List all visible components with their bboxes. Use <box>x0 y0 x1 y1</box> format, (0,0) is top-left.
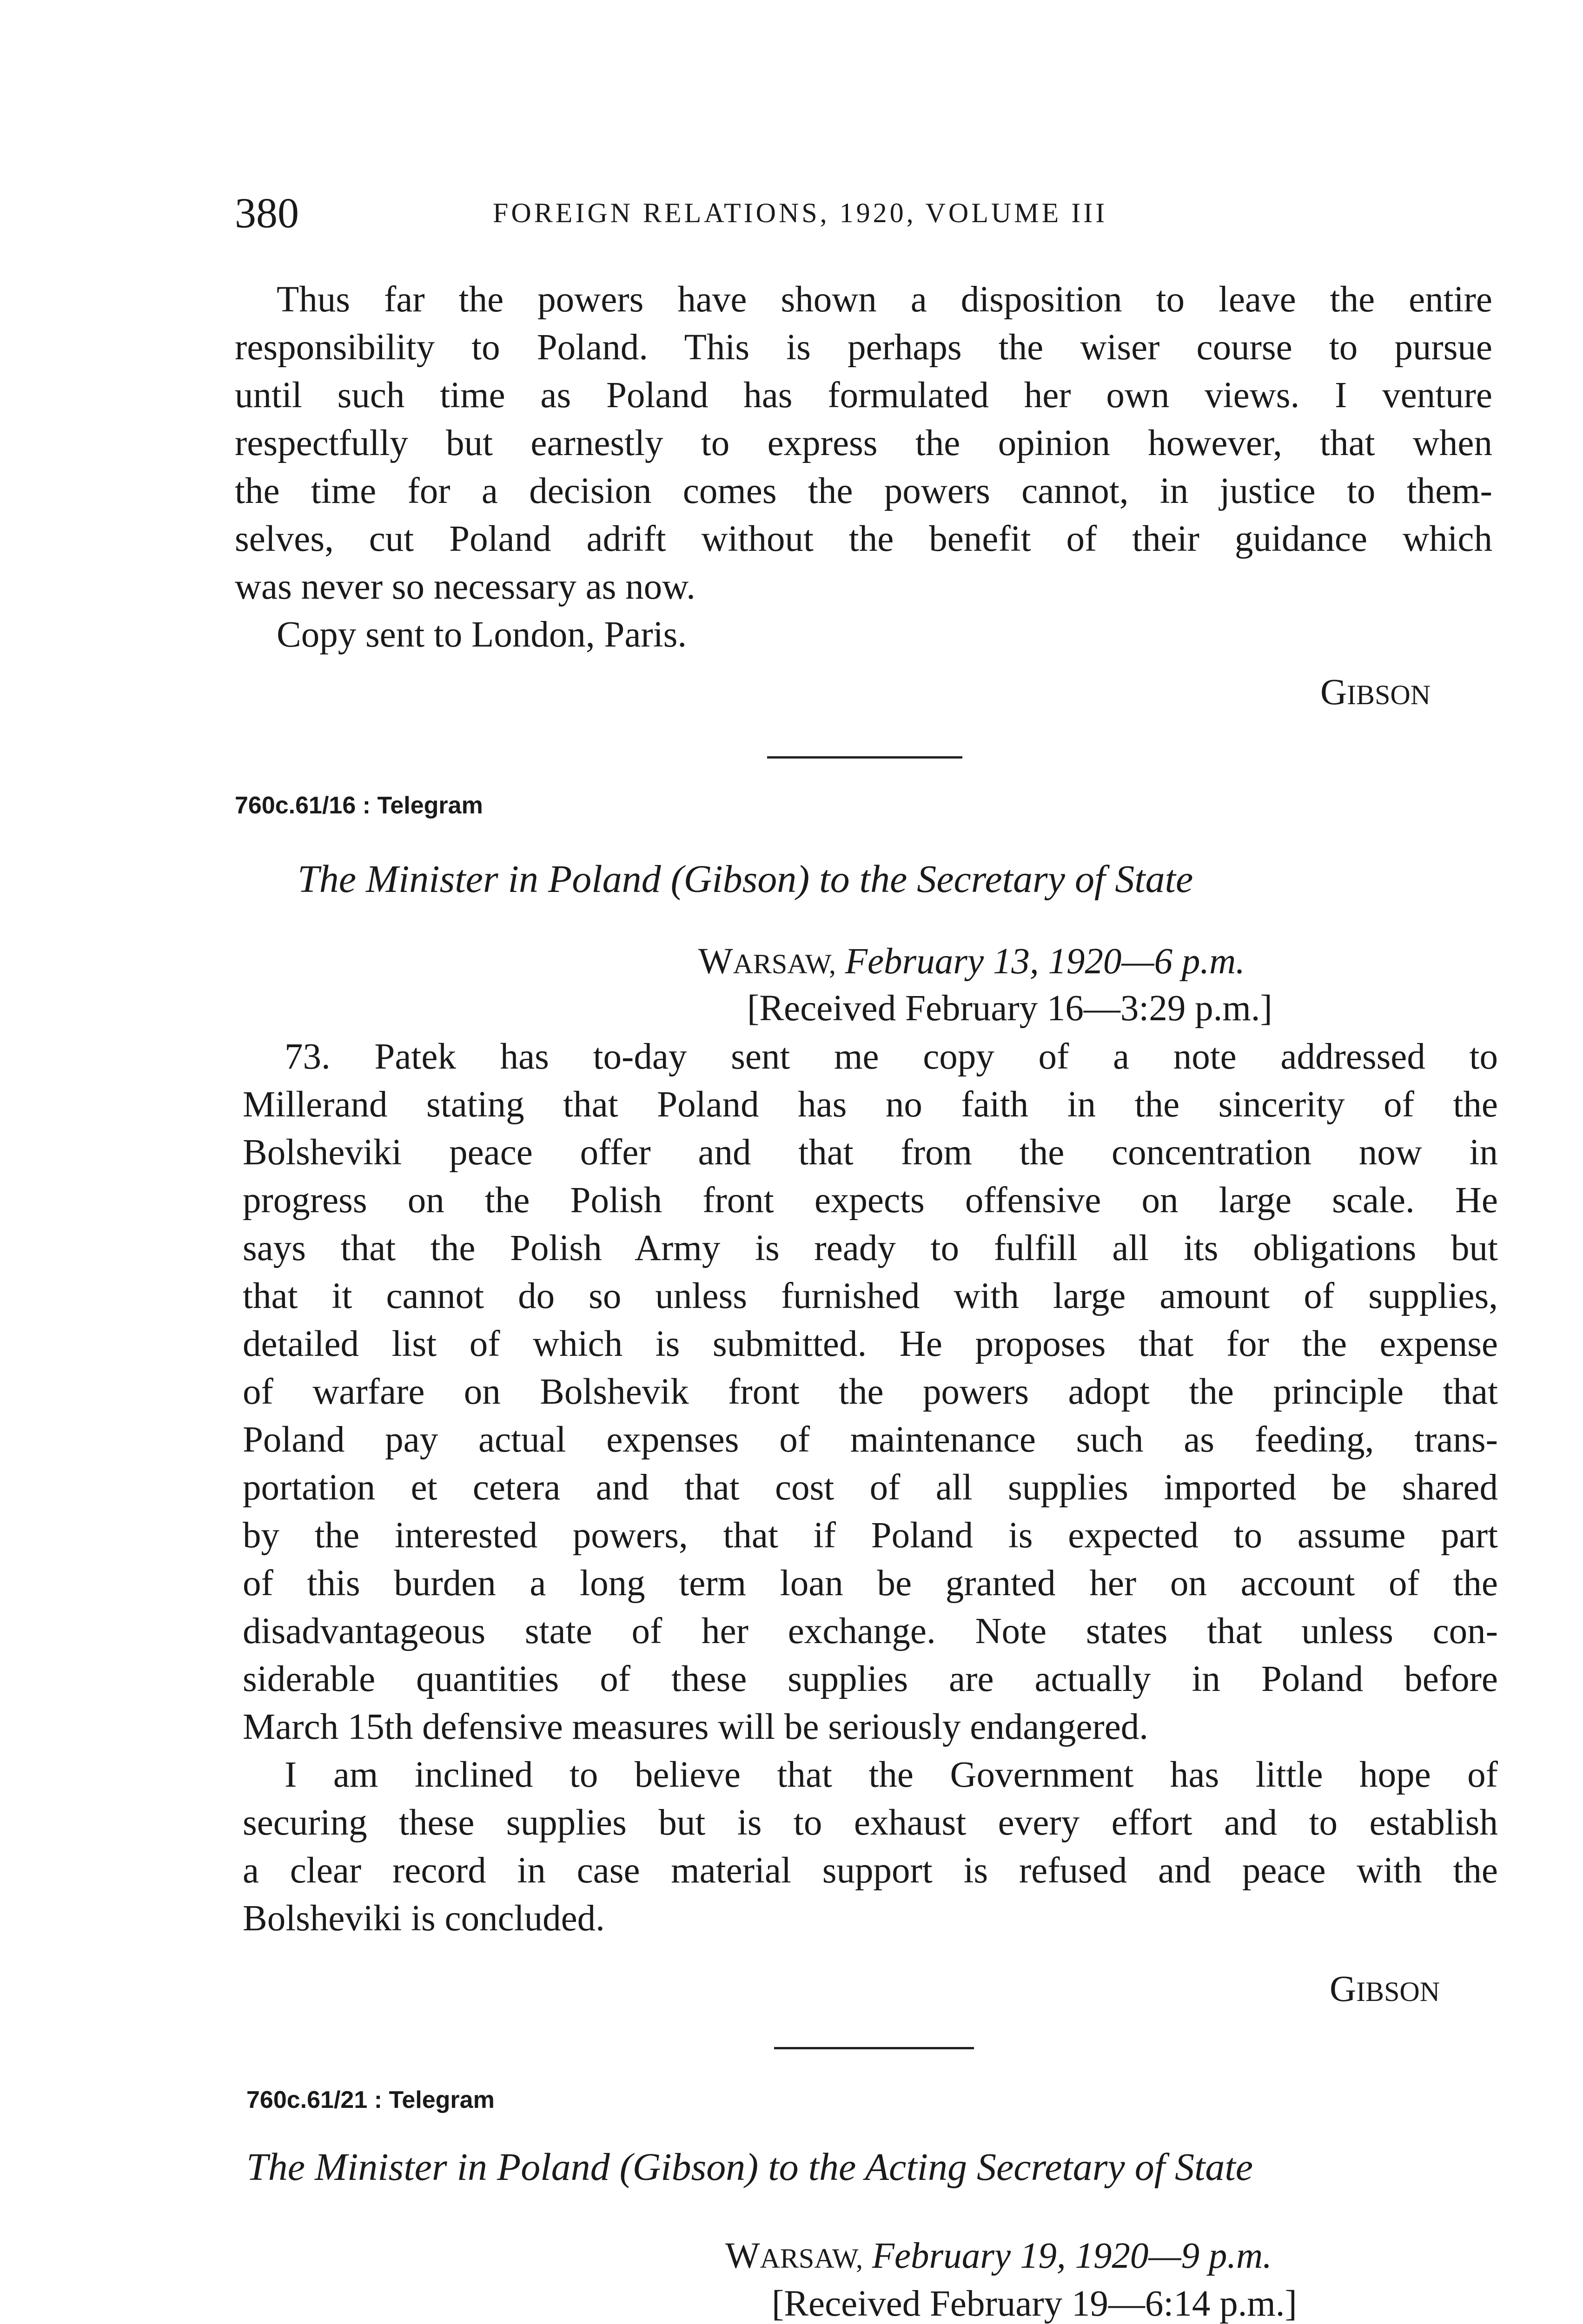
text-line: the time for a decision comes the powers cannot, in justice to them- <box>235 471 1492 511</box>
text-line: Millerand stating that Poland has no faith in the sincerity of the <box>243 1084 1498 1125</box>
doc2-paragraph-2 <box>243 1751 1498 1942</box>
text-line: portation et cetera and that cost of all supplies imported be shared <box>243 1467 1498 1508</box>
doc2-paragraph-1 <box>243 1033 1498 1751</box>
text-line: that it cannot do so unless furnished with large amount of supplies, <box>243 1276 1498 1316</box>
text-line: respectfully but earnestly to express the opinion however, that when <box>235 423 1492 463</box>
section-divider <box>767 756 962 759</box>
text-line: Poland pay actual expenses of maintenance such as feeding, trans- <box>243 1419 1498 1460</box>
received-note: [Received February 16—3:29 p.m.] <box>747 988 1272 1029</box>
document-title: The Minister in Poland (Gibson) to the Acting Secretary of State <box>246 2146 1253 2189</box>
dateline: WARSAW, February 13, 1920—6 p.m. <box>698 941 1245 982</box>
text-line: I am inclined to believe that the Government has little hope of <box>285 1755 1498 1795</box>
document-title: The Minister in Poland (Gibson) to the Secretary of State <box>298 858 1193 901</box>
text-line: disadvantageous state of her exchange. Note states that unless con- <box>243 1611 1498 1651</box>
file-reference: 760c.61/21 : Telegram <box>246 2086 495 2113</box>
text-line: until such time as Poland has formulated her own views. I venture <box>235 375 1492 416</box>
text-line: 73. Patek has to-day sent me copy of a note addressed to <box>285 1037 1498 1077</box>
doc1-paragraph <box>235 276 1492 659</box>
text-line: progress on the Polish front expects offensive on large scale. He <box>243 1180 1498 1221</box>
received-note: [Received February 19—6:14 p.m.] <box>772 2284 1297 2324</box>
text-line: securing these supplies but is to exhaust every effort and to establish <box>243 1802 1498 1843</box>
text-line: was never so necessary as now. <box>235 567 695 607</box>
dateline: WARSAW, February 19, 1920—9 p.m. <box>725 2236 1272 2276</box>
text-line: a clear record in case material support is refused and peace with the <box>243 1850 1498 1891</box>
running-head: FOREIGN RELATIONS, 1920, VOLUME III <box>493 198 1108 228</box>
text-line: of warfare on Bolshevik front the powers adopt the principle that <box>243 1372 1498 1412</box>
text-line: siderable quantities of these supplies are actually in Poland before <box>243 1659 1498 1699</box>
text-line: Bolsheviki is concluded. <box>243 1898 605 1939</box>
section-divider <box>774 2047 974 2049</box>
text-line: detailed list of which is submitted. He proposes that for the expense <box>243 1324 1498 1364</box>
text-line: says that the Polish Army is ready to fulfill all its obligations but <box>243 1228 1498 1268</box>
signature: GIBSON <box>1320 672 1431 713</box>
text-line: of this burden a long term loan be granted her on account of the <box>243 1563 1498 1604</box>
text-line: responsibility to Poland. This is perhaps the wiser course to pursue <box>235 327 1492 368</box>
text-line: by the interested powers, that if Poland is expected to assume part <box>243 1515 1498 1556</box>
text-line: Bolsheviki peace offer and that from the concentration now in <box>243 1132 1498 1173</box>
text-line: selves, cut Poland adrift without the benefit of their guidance which <box>235 519 1492 559</box>
copy-note: Copy sent to London, Paris. <box>277 614 687 655</box>
signature: GIBSON <box>1330 1969 1440 2009</box>
page-number: 380 <box>235 189 299 237</box>
text-line: March 15th defensive measures will be seriously endangered. <box>243 1707 1149 1747</box>
text-line: Thus far the powers have shown a disposition to leave the entire <box>277 279 1492 320</box>
file-reference: 760c.61/16 : Telegram <box>235 792 483 819</box>
